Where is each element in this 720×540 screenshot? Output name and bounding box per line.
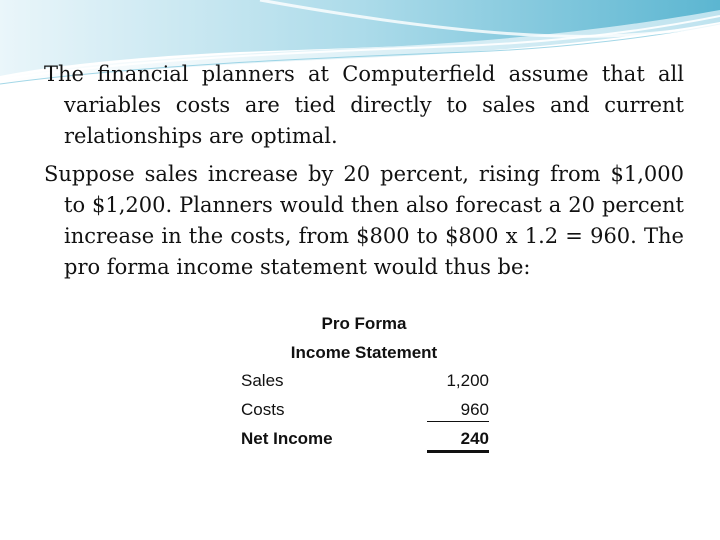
costs-label: Costs	[241, 400, 285, 419]
statement-title-line1: Pro Forma	[321, 314, 407, 333]
net-income-value: 240	[427, 429, 489, 453]
net-income-label: Net Income	[241, 429, 333, 448]
sales-label: Sales	[241, 371, 284, 390]
forecast-paragraph: Suppose sales increase by 20 percent, rising from $1,000 to $1,200. Planners would then also forecast a 20 percent increase in the costs, from $800 to $800 x 1.2 = 960. The pro forma income statement would thus be:	[44, 162, 684, 279]
costs-value: 960	[427, 400, 489, 422]
intro-paragraph: The financial planners at Computerfield assume that all variables costs are tied directly to sales and current relationships are optimal.	[44, 62, 684, 148]
sales-value: 1,200	[446, 371, 489, 390]
statement-title-line2: Income Statement	[290, 343, 438, 362]
